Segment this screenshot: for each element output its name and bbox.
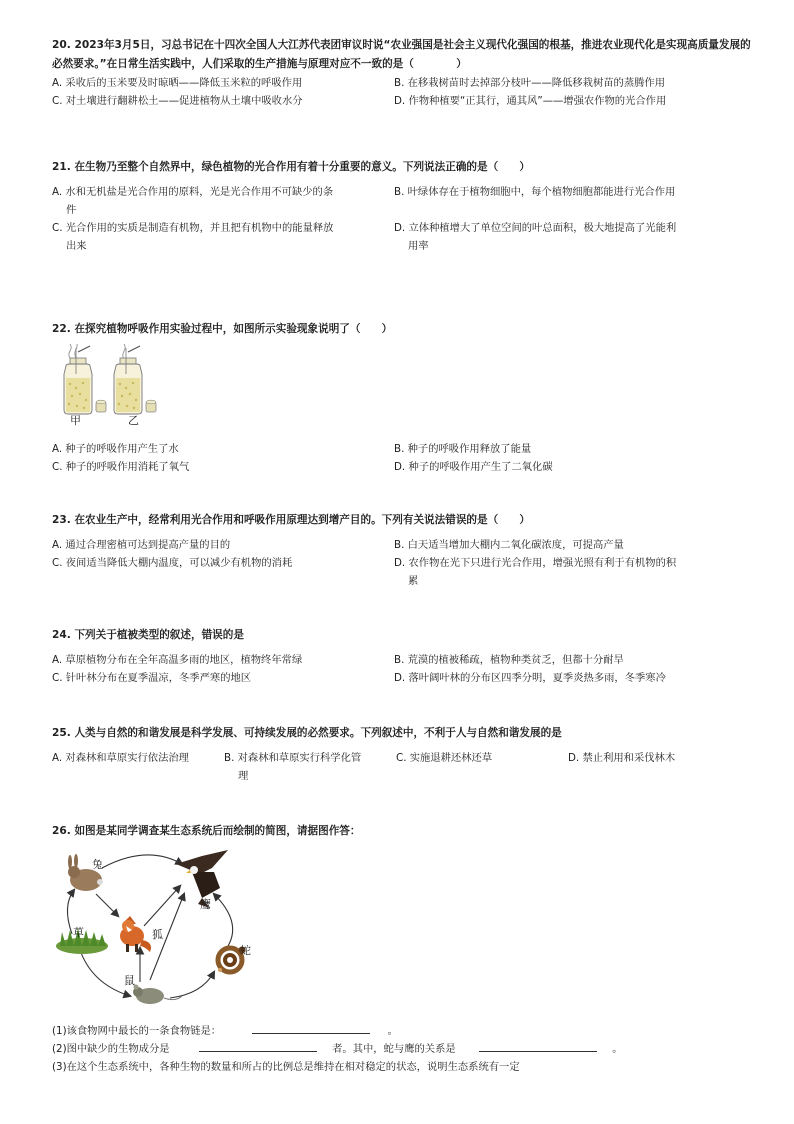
arrow-rabbit-eagle (102, 855, 182, 868)
option-21-a[interactable] (52, 183, 394, 219)
label-rabbit: 兔 (92, 858, 103, 871)
option-23-c[interactable]: C. 夜间适当降低大棚内温度，可以减少有机物的消耗 (52, 557, 293, 569)
question-23 (52, 511, 752, 590)
subquestion-26-1 (52, 1022, 752, 1040)
option-21-c-line2: 出来 (66, 240, 87, 252)
option-25-b-line1: B. 对森林和草原实行科学化管 (224, 752, 362, 764)
question-26 (52, 822, 752, 841)
option-25-c[interactable]: C. 实施退耕还林还草 (396, 752, 493, 764)
option-23-d[interactable] (394, 554, 736, 590)
question-24-options (52, 651, 752, 687)
question-25 (52, 724, 752, 785)
option-22-c[interactable]: C. 种子的呼吸作用消耗了氧气 (52, 461, 190, 473)
option-21-d-line1: D. 立体种植增大了单位空间的叶总面积，极大地提高了光能利 (394, 222, 677, 234)
jar-label-jia: 甲 (70, 414, 81, 427)
subquestion-26-3: (3)在这个生态系统中，各种生物的数量和所占的比例总是维持在相对稳定的状态，说明生态系统有一定 (52, 1061, 520, 1073)
mouse-icon (133, 985, 182, 1005)
question-25-stem: 25. 人类与自然的和谐发展是科学发展、可持续发展的必然要求。下列叙述中，不利于人与自然和谐发展的是 (52, 727, 562, 739)
question-26-stem: 26. 如图是某同学调查某生态系统后而绘制的简图，请据图作答： (52, 825, 361, 837)
option-21-c-line1: C. 光合作用的实质是制造有机物，并且把有机物中的能量释放 (52, 222, 334, 234)
arrow-mouse-snake (170, 972, 214, 998)
question-22 (52, 320, 752, 339)
option-25-d[interactable]: D. 禁止利用和采伐林木 (568, 752, 676, 764)
option-25-b[interactable] (224, 749, 396, 785)
option-23-d-line2: 累 (408, 575, 419, 587)
blank-26-1[interactable] (252, 1022, 370, 1034)
subquestion-26-2-text-b: 者。其中，蛇与鹰的关系是 (332, 1043, 456, 1055)
subquestion-26-1-end: 。 (387, 1025, 398, 1037)
label-grass: 草 (73, 926, 84, 939)
option-21-d[interactable] (394, 219, 736, 255)
subquestion-26-2 (52, 1040, 752, 1058)
arrow-fox-eagle (144, 886, 180, 926)
question-23-stem: 23. 在农业生产中，经常利用光合作用和呼吸作用原理达到增产目的。下列有关说法错误的是（ ） (52, 514, 530, 526)
option-22-d[interactable]: D. 种子的呼吸作用产生了二氧化碳 (394, 461, 553, 473)
option-22-a[interactable]: A. 种子的呼吸作用产生了水 (52, 443, 179, 455)
subquestion-26-2-end: 。 (612, 1043, 623, 1055)
subquestion-26-1-text: (1)该食物网中最长的一条食物链是： (52, 1025, 222, 1037)
fox-icon (120, 916, 151, 952)
question-20 (52, 36, 752, 110)
option-20-d[interactable]: D. 作物种植要“正其行，通其风”——增强农作物的光合作用 (394, 95, 667, 107)
option-20-b[interactable]: B. 在移栽树苗时去掉部分枝叶——降低移栽树苗的蒸腾作用 (394, 77, 666, 89)
label-mouse: 鼠 (124, 974, 135, 987)
blank-26-2a[interactable] (199, 1040, 317, 1052)
arrow-grass-mouse (80, 950, 130, 996)
question-20-options (52, 74, 752, 110)
question-22-stem: 22. 在探究植物呼吸作用实验过程中，如图所示实验现象说明了（ ） (52, 323, 393, 335)
question-21 (52, 158, 752, 255)
option-24-c[interactable]: C. 针叶林分布在夏季温凉，冬季严寒的地区 (52, 672, 252, 684)
option-25-a[interactable]: A. 对森林和草原实行依法治理 (52, 752, 189, 764)
question-23-options (52, 536, 752, 590)
option-24-b[interactable]: B. 荒漠的植被稀疏，植物种类贫乏，但都十分耐旱 (394, 654, 624, 666)
option-23-b[interactable]: B. 白天适当增加大棚内二氧化碳浓度，可提高产量 (394, 539, 624, 551)
blank-26-2b[interactable] (479, 1040, 597, 1052)
question-24 (52, 626, 752, 687)
question-25-options (52, 749, 752, 785)
option-20-c[interactable]: C. 对土壤进行翻耕松土——促进植物从土壤中吸收水分 (52, 95, 303, 107)
option-21-b[interactable]: B. 叶绿体存在于植物细胞中，每个植物细胞都能进行光合作用 (394, 186, 676, 198)
option-24-d[interactable]: D. 落叶阔叶林的分布区四季分明，夏季炎热多雨，冬季寒冷 (394, 672, 666, 684)
option-23-a[interactable]: A. 通过合理密植可达到提高产量的目的 (52, 539, 231, 551)
option-23-d-line1: D. 农作物在光下只进行光合作用，增强光照有利于有机物的积 (394, 557, 677, 569)
option-21-c[interactable] (52, 219, 394, 255)
question-22-options (52, 440, 752, 476)
question-21-options (52, 183, 752, 255)
option-24-a[interactable]: A. 草原植物分布在全年高温多雨的地区，植物终年常绿 (52, 654, 303, 666)
arrow-rabbit-fox (96, 894, 118, 916)
subquestion-26-2-text-a: (2)图中缺少的生物成分是 (52, 1043, 170, 1055)
option-21-a-line1: A. 水和无机盐是光合作用的原料，光是光合作用不可缺少的条 (52, 186, 334, 198)
question-21-stem: 21. 在生物乃至整个自然界中，绿色植物的光合作用有着十分重要的意义。下列说法正确的是（ ） (52, 161, 530, 173)
option-21-d-line2: 用率 (408, 240, 429, 252)
label-fox: 狐 (152, 928, 163, 941)
food-web-figure (52, 846, 282, 1016)
question-20-stem: 20. 2023年3月5日，习总书记在十四次全国人大江苏代表团审议时说“农业强国是社会主义现代化强国的根基，推进农业现代化是实现高质量发展的必然要求。”在日常生活实践中，人们采取的生产措施与原理对应不一致的是（ ） (52, 39, 751, 70)
option-20-a[interactable]: A. 采收后的玉米要及时晾晒——降低玉米粒的呼吸作用 (52, 77, 303, 89)
label-snake: 蛇 (240, 944, 251, 957)
jar-label-yi: 乙 (128, 414, 139, 427)
label-eagle: 鹰 (200, 898, 211, 911)
jar-yi-icon (114, 344, 156, 414)
option-21-a-line2: 件 (66, 204, 77, 216)
option-25-b-line2: 理 (238, 770, 249, 782)
jar-jia-icon (64, 344, 92, 414)
arrow-snake-eagle (214, 894, 233, 946)
option-22-b[interactable]: B. 种子的呼吸作用释放了能量 (394, 443, 532, 455)
question-24-stem: 24. 下列关于植被类型的叙述，错误的是 (52, 629, 244, 641)
question-26-subquestions (52, 1022, 752, 1076)
